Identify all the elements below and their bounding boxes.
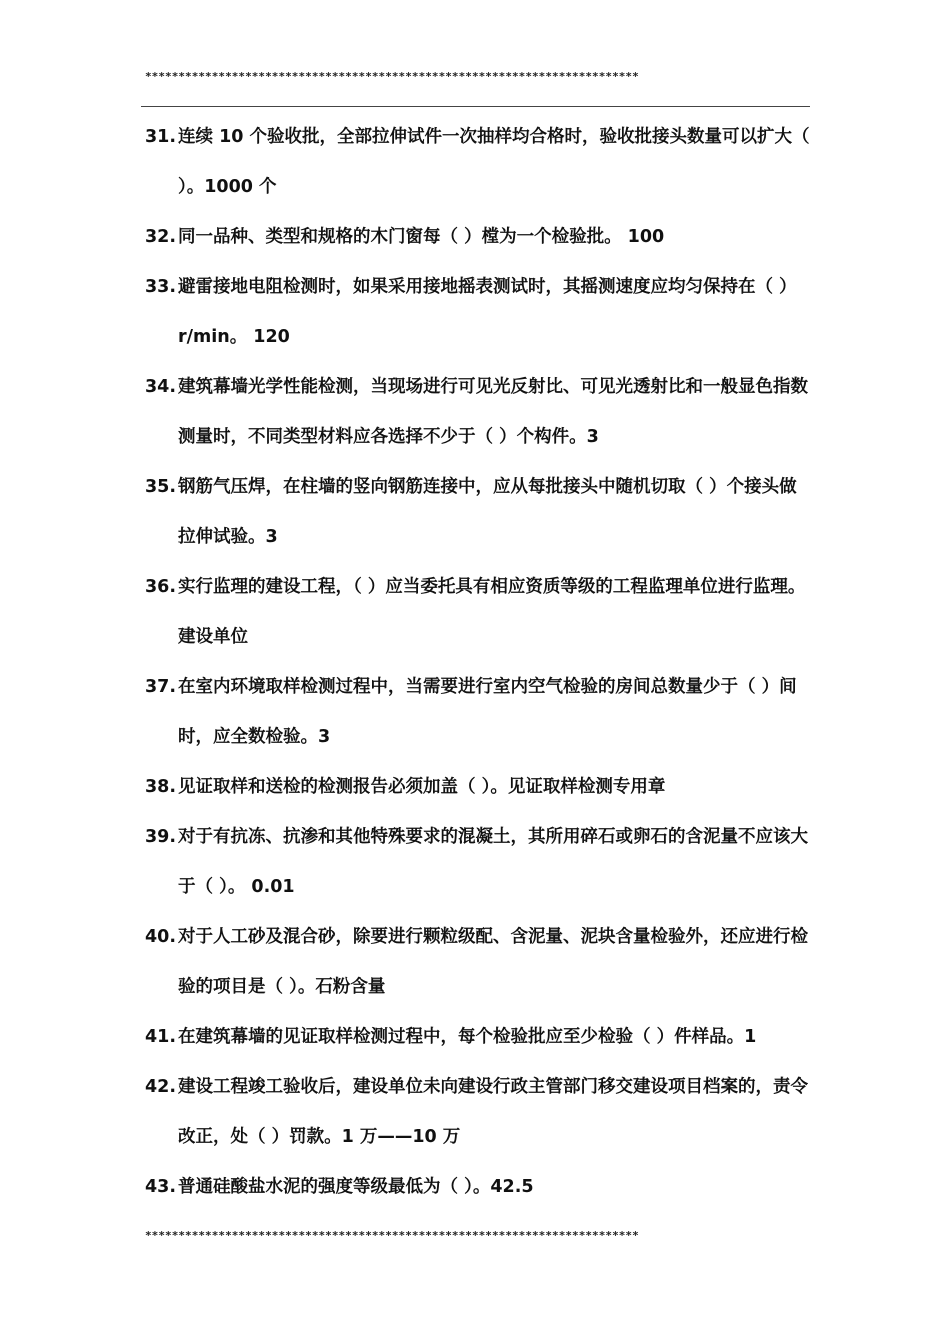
question-item bbox=[145, 812, 810, 912]
top-separator: ************************************************************************** bbox=[145, 70, 639, 83]
question-number: 33. bbox=[145, 277, 177, 297]
question-item bbox=[145, 362, 810, 462]
question-text: 在室内环境取样检测过程中，当需要进行室内空气检验的房间总数量少于（ ）间时，应全数检验。3 bbox=[178, 677, 797, 747]
bottom-separator: ************************************************************************** bbox=[145, 1229, 639, 1242]
question-number: 42. bbox=[145, 1077, 177, 1097]
question-item bbox=[145, 262, 810, 362]
question-item bbox=[145, 1012, 810, 1062]
question-text: 普通硅酸盐水泥的强度等级最低为（ ）。42.5 bbox=[178, 1177, 534, 1197]
question-text: 避雷接地电阻检测时，如果采用接地摇表测试时，其摇测速度应均匀保持在（ ）r/min。 120 bbox=[178, 277, 797, 347]
question-item bbox=[145, 912, 810, 1012]
question-item bbox=[145, 1062, 810, 1162]
question-number: 40. bbox=[145, 927, 177, 947]
question-text: 在建筑幕墙的见证取样检测过程中，每个检验批应至少检验（ ）件样品。1 bbox=[178, 1027, 757, 1047]
question-text: 对于人工砂及混合砂，除要进行颗粒级配、含泥量、泥块含量检验外，还应进行检验的项目是（ ）。石粉含量 bbox=[178, 927, 808, 997]
question-item bbox=[145, 112, 810, 212]
question-number: 34. bbox=[145, 377, 177, 397]
question-text: 建设工程竣工验收后，建设单位未向建设行政主管部门移交建设项目档案的，责令改正，处（ ）罚款。1 万——10 万 bbox=[178, 1077, 808, 1147]
question-item bbox=[145, 462, 810, 562]
question-number: 36. bbox=[145, 577, 177, 597]
question-number: 43. bbox=[145, 1177, 177, 1197]
question-item bbox=[145, 662, 810, 762]
question-number: 32. bbox=[145, 227, 177, 247]
question-item bbox=[145, 762, 810, 812]
header-rule bbox=[141, 106, 810, 107]
question-text: 见证取样和送检的检测报告必须加盖（ ）。见证取样检测专用章 bbox=[178, 777, 666, 797]
question-text: 连续 10 个验收批，全部拉伸试件一次抽样均合格时，验收批接头数量可以扩大（ ）。1000 个 bbox=[178, 127, 810, 197]
question-text: 对于有抗冻、抗渗和其他特殊要求的混凝土，其所用碎石或卵石的含泥量不应该大于（ ）。 0.01 bbox=[178, 827, 808, 897]
question-number: 39. bbox=[145, 827, 177, 847]
question-text: 建筑幕墙光学性能检测，当现场进行可见光反射比、可见光透射比和一般显色指数测量时，不同类型材料应各选择不少于（ ）个构件。3 bbox=[178, 377, 808, 447]
question-text: 同一品种、类型和规格的木门窗每（ ）樘为一个检验批。 100 bbox=[178, 227, 665, 247]
question-number: 38. bbox=[145, 777, 177, 797]
question-number: 35. bbox=[145, 477, 177, 497]
question-text: 钢筋气压焊，在柱墙的竖向钢筋连接中，应从每批接头中随机切取（ ）个接头做拉伸试验。3 bbox=[178, 477, 797, 547]
question-list bbox=[145, 112, 810, 1212]
question-item bbox=[145, 212, 810, 262]
question-text: 实行监理的建设工程，（ ）应当委托具有相应资质等级的工程监理单位进行监理。建设单位 bbox=[178, 577, 806, 647]
question-item bbox=[145, 562, 810, 662]
question-item bbox=[145, 1162, 810, 1212]
question-number: 41. bbox=[145, 1027, 177, 1047]
question-number: 31. bbox=[145, 127, 177, 147]
question-number: 37. bbox=[145, 677, 177, 697]
